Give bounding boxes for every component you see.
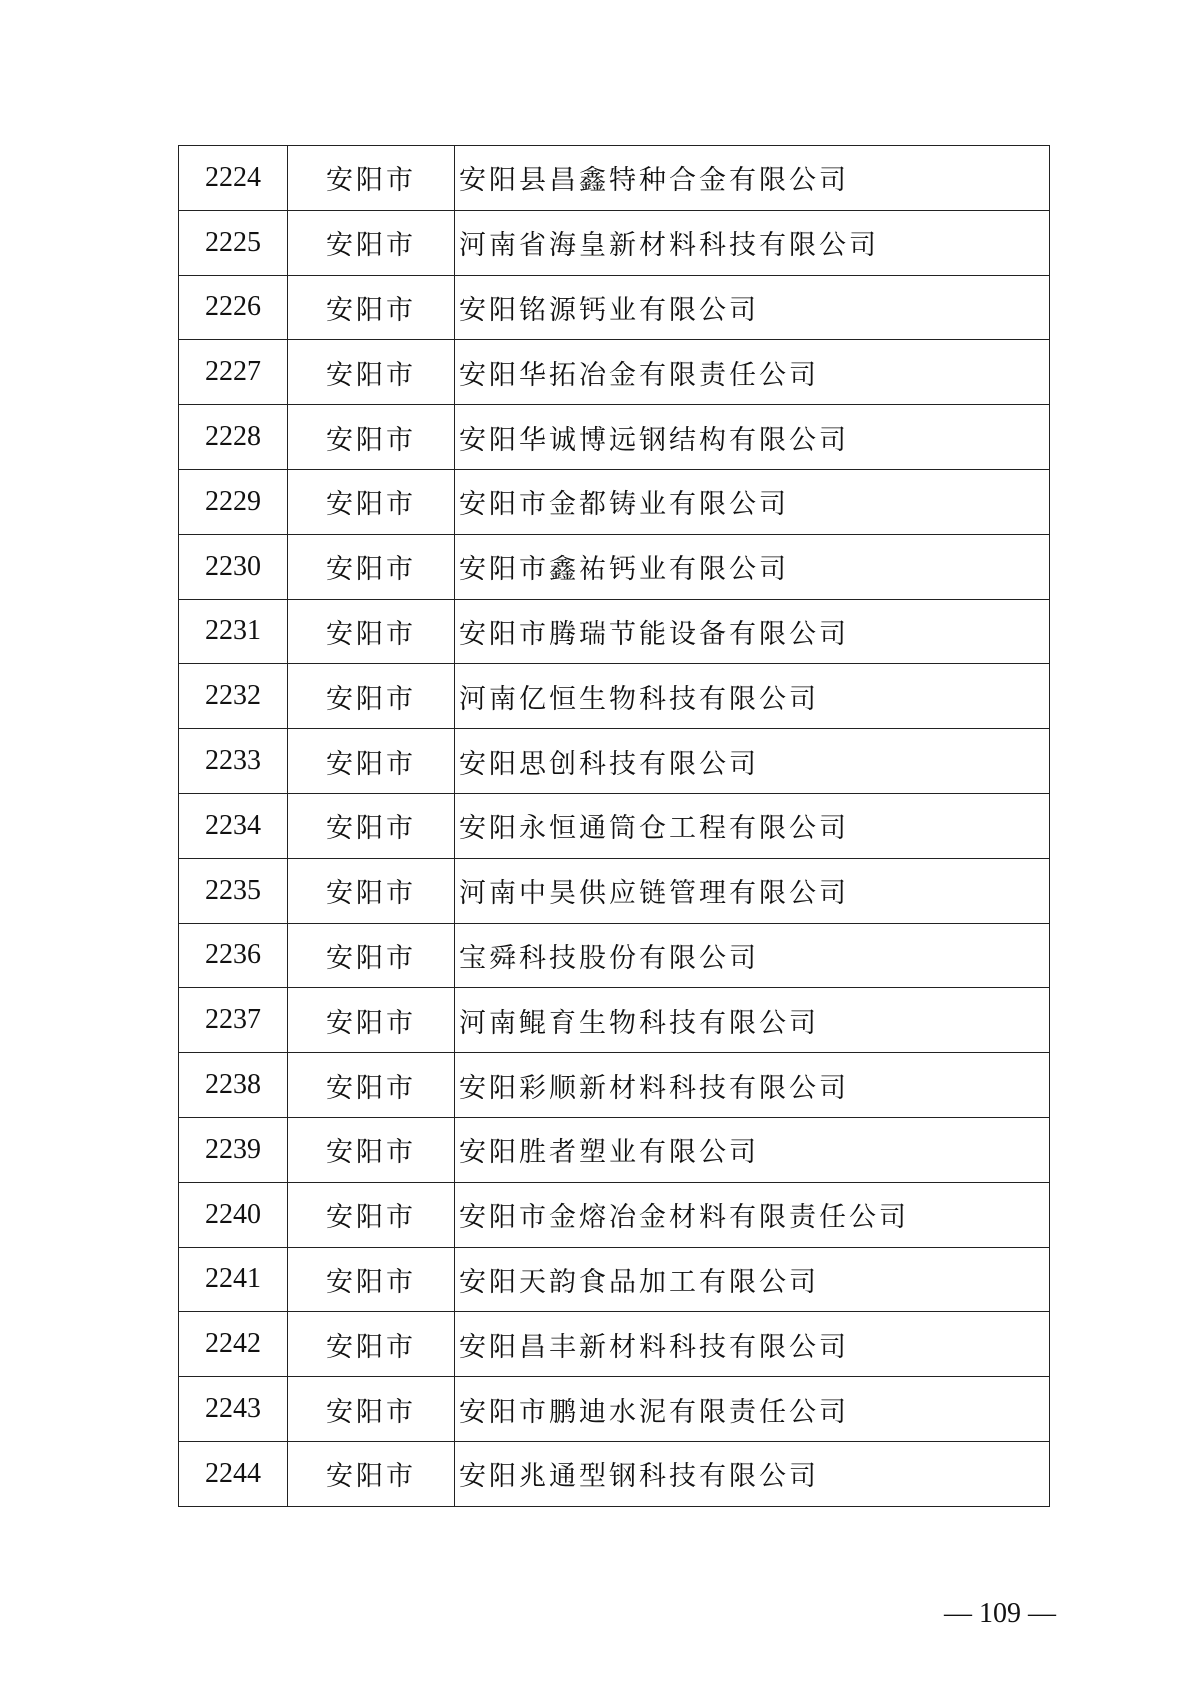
table-row bbox=[179, 1053, 1050, 1118]
row-number: 2234 bbox=[179, 793, 288, 858]
row-number: 2237 bbox=[179, 988, 288, 1053]
table-row bbox=[179, 146, 1050, 211]
row-number: 2238 bbox=[179, 1053, 288, 1118]
row-company: 河南鲲育生物科技有限公司 bbox=[455, 988, 1050, 1053]
table-row bbox=[179, 923, 1050, 988]
table-row bbox=[179, 664, 1050, 729]
row-company: 安阳县昌鑫特种合金有限公司 bbox=[455, 146, 1050, 211]
row-company: 安阳市金熔冶金材料有限责任公司 bbox=[455, 1182, 1050, 1247]
row-company: 安阳华拓冶金有限责任公司 bbox=[455, 340, 1050, 405]
row-company: 安阳胜者塑业有限公司 bbox=[455, 1117, 1050, 1182]
row-city: 安阳市 bbox=[288, 1377, 455, 1442]
row-number: 2241 bbox=[179, 1247, 288, 1312]
table-row bbox=[179, 1182, 1050, 1247]
table-row bbox=[179, 275, 1050, 340]
row-city: 安阳市 bbox=[288, 729, 455, 794]
table-row bbox=[179, 1441, 1050, 1506]
table-row bbox=[179, 210, 1050, 275]
row-number: 2226 bbox=[179, 275, 288, 340]
row-company: 安阳思创科技有限公司 bbox=[455, 729, 1050, 794]
row-number: 2230 bbox=[179, 534, 288, 599]
row-number: 2243 bbox=[179, 1377, 288, 1442]
table-row bbox=[179, 1117, 1050, 1182]
row-city: 安阳市 bbox=[288, 1441, 455, 1506]
row-city: 安阳市 bbox=[288, 793, 455, 858]
row-city: 安阳市 bbox=[288, 923, 455, 988]
row-city: 安阳市 bbox=[288, 1117, 455, 1182]
table-row bbox=[179, 340, 1050, 405]
row-city: 安阳市 bbox=[288, 210, 455, 275]
row-city: 安阳市 bbox=[288, 146, 455, 211]
row-number: 2233 bbox=[179, 729, 288, 794]
row-city: 安阳市 bbox=[288, 1053, 455, 1118]
table-row bbox=[179, 534, 1050, 599]
row-number: 2225 bbox=[179, 210, 288, 275]
row-company: 安阳永恒通筒仓工程有限公司 bbox=[455, 793, 1050, 858]
row-company: 安阳铭源钙业有限公司 bbox=[455, 275, 1050, 340]
row-city: 安阳市 bbox=[288, 1312, 455, 1377]
table-body bbox=[179, 146, 1050, 1507]
row-company: 安阳兆通型钢科技有限公司 bbox=[455, 1441, 1050, 1506]
row-number: 2227 bbox=[179, 340, 288, 405]
row-company: 安阳市鑫祐钙业有限公司 bbox=[455, 534, 1050, 599]
row-number: 2236 bbox=[179, 923, 288, 988]
table-row bbox=[179, 469, 1050, 534]
row-number: 2244 bbox=[179, 1441, 288, 1506]
table-row bbox=[179, 1247, 1050, 1312]
row-city: 安阳市 bbox=[288, 534, 455, 599]
row-company: 安阳昌丰新材料科技有限公司 bbox=[455, 1312, 1050, 1377]
row-city: 安阳市 bbox=[288, 340, 455, 405]
row-number: 2235 bbox=[179, 858, 288, 923]
table-row bbox=[179, 599, 1050, 664]
row-company: 河南中昊供应链管理有限公司 bbox=[455, 858, 1050, 923]
table-row bbox=[179, 1377, 1050, 1442]
table-row bbox=[179, 793, 1050, 858]
row-city: 安阳市 bbox=[288, 858, 455, 923]
table-row bbox=[179, 1312, 1050, 1377]
row-city: 安阳市 bbox=[288, 469, 455, 534]
row-city: 安阳市 bbox=[288, 599, 455, 664]
row-company: 安阳华诚博远钢结构有限公司 bbox=[455, 405, 1050, 470]
row-number: 2229 bbox=[179, 469, 288, 534]
row-city: 安阳市 bbox=[288, 664, 455, 729]
row-city: 安阳市 bbox=[288, 1182, 455, 1247]
row-city: 安阳市 bbox=[288, 1247, 455, 1312]
table-row bbox=[179, 729, 1050, 794]
table-row bbox=[179, 405, 1050, 470]
row-number: 2242 bbox=[179, 1312, 288, 1377]
row-number: 2240 bbox=[179, 1182, 288, 1247]
row-city: 安阳市 bbox=[288, 988, 455, 1053]
row-number: 2228 bbox=[179, 405, 288, 470]
row-company: 安阳市金都铸业有限公司 bbox=[455, 469, 1050, 534]
table-row bbox=[179, 858, 1050, 923]
table-row bbox=[179, 988, 1050, 1053]
row-company: 河南省海皇新材料科技有限公司 bbox=[455, 210, 1050, 275]
company-list-table bbox=[178, 145, 1049, 1507]
row-number: 2231 bbox=[179, 599, 288, 664]
row-city: 安阳市 bbox=[288, 405, 455, 470]
row-company: 安阳市腾瑞节能设备有限公司 bbox=[455, 599, 1050, 664]
row-city: 安阳市 bbox=[288, 275, 455, 340]
row-company: 宝舜科技股份有限公司 bbox=[455, 923, 1050, 988]
page-number: — 109 — bbox=[944, 1598, 1056, 1629]
row-number: 2239 bbox=[179, 1117, 288, 1182]
row-number: 2224 bbox=[179, 146, 288, 211]
row-company: 安阳天韵食品加工有限公司 bbox=[455, 1247, 1050, 1312]
row-company: 河南亿恒生物科技有限公司 bbox=[455, 664, 1050, 729]
company-table bbox=[178, 145, 1050, 1507]
row-company: 安阳彩顺新材料科技有限公司 bbox=[455, 1053, 1050, 1118]
row-number: 2232 bbox=[179, 664, 288, 729]
row-company: 安阳市鹏迪水泥有限责任公司 bbox=[455, 1377, 1050, 1442]
